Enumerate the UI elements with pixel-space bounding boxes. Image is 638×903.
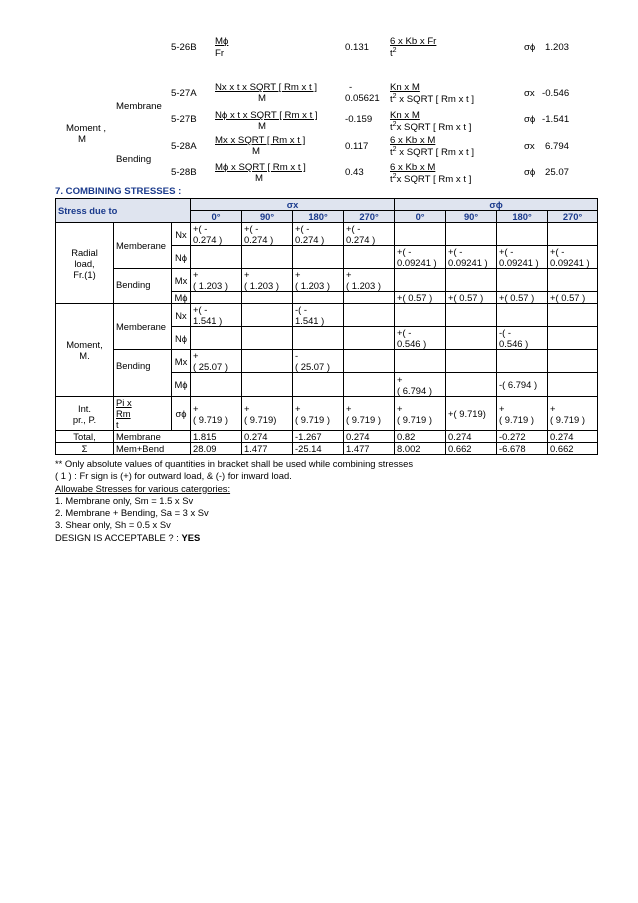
cell: +( - 0.274 ) xyxy=(293,223,344,246)
result-5-26b: 1.203 xyxy=(545,42,570,53)
cell xyxy=(191,246,242,269)
sym-5-27a: σx xyxy=(524,88,535,99)
table-row xyxy=(56,269,598,292)
value-5-28b: 0.43 xyxy=(345,167,364,178)
pi-rm-t: Pi x Rm t xyxy=(114,397,172,431)
result-5-28a: 6.794 xyxy=(545,141,570,152)
table-row xyxy=(56,223,598,246)
cell: 28.09 xyxy=(191,443,242,455)
cell: + ( 9.719 ) xyxy=(497,397,548,431)
cell: 0.274 xyxy=(344,431,395,443)
label-moment-2: M xyxy=(78,134,86,145)
cell: 0.662 xyxy=(446,443,497,455)
table-row xyxy=(56,431,598,443)
cell: -25.14 xyxy=(293,443,344,455)
formula-5-28a-num: Mx x SQRT [ Rm x t ] xyxy=(215,135,306,146)
table-row xyxy=(56,350,598,373)
group-radial-load: Radial load, Fr.(1) xyxy=(56,223,114,304)
result-5-28b: 25.07 xyxy=(545,167,570,178)
cell xyxy=(548,327,598,350)
cell: +( 0.57 ) xyxy=(395,292,446,304)
cell: + ( 1.203 ) xyxy=(242,269,293,292)
cell xyxy=(242,246,293,269)
note-allowable-title: Allowabe Stresses for various catergories: xyxy=(55,482,231,494)
group-moment: Moment, M. xyxy=(56,304,114,397)
table-row xyxy=(56,397,598,431)
cell: 0.274 xyxy=(242,431,293,443)
cell: + ( 1.203 ) xyxy=(191,269,242,292)
cell: + ( 9.719 ) xyxy=(344,397,395,431)
note-membrane-only: 1. Membrane only, Sm = 1.5 x Sv xyxy=(55,494,194,506)
formula-5-26b-den: Fr xyxy=(215,48,225,59)
cell: +( - 0.09241 ) xyxy=(395,246,446,269)
sym-5-28a: σx xyxy=(524,141,535,152)
cell xyxy=(548,350,598,373)
comp-mx: Mx xyxy=(172,350,191,373)
code-5-26b: 5-26B xyxy=(171,42,197,53)
cell: +( - 0.09241 ) xyxy=(497,246,548,269)
cell: + ( 6.794 ) xyxy=(395,373,446,397)
cell: 1.477 xyxy=(344,443,395,455)
label-moment-1: Moment , xyxy=(66,123,106,134)
header-angle: 0° xyxy=(395,211,446,223)
cell xyxy=(446,327,497,350)
header-angle: 90° xyxy=(446,211,497,223)
header-sigma-x: σx xyxy=(191,199,395,211)
notes xyxy=(55,458,413,544)
formula-5-27b-num: Nϕ x t x SQRT [ Rm x t ] xyxy=(215,110,318,121)
label-membrane: Membrane xyxy=(116,101,162,112)
cell: -( - 0.546 ) xyxy=(497,327,548,350)
formula-5-27a-den: M xyxy=(258,93,266,104)
cell: + ( 1.203 ) xyxy=(344,269,395,292)
value-5-27a-dash: - xyxy=(349,82,353,93)
formula-5-28b-den: M xyxy=(255,173,263,184)
label-bending: Bending xyxy=(116,154,152,165)
sub-memberane: Memberane xyxy=(114,223,172,269)
comp-nphi: Nϕ xyxy=(172,246,191,269)
sym-5-27b: σϕ xyxy=(524,114,536,125)
total-membend-label: Mem+Bend xyxy=(114,443,191,455)
table-row xyxy=(56,304,598,327)
cell xyxy=(344,292,395,304)
cell xyxy=(242,304,293,327)
cell: -1.267 xyxy=(293,431,344,443)
cell: 1.815 xyxy=(191,431,242,443)
cell: -0.272 xyxy=(497,431,548,443)
section-title: 7. COMBINING STRESSES : xyxy=(55,186,182,197)
cell xyxy=(242,292,293,304)
header-sigma-phi: σϕ xyxy=(395,199,598,211)
cell: +( 9.719) xyxy=(446,397,497,431)
cell: +( - 0.274 ) xyxy=(191,223,242,246)
cell xyxy=(446,373,497,397)
cell: + ( 1.203 ) xyxy=(293,269,344,292)
total-membrane-label: Membrane xyxy=(114,431,191,443)
value-5-26b: 0.131 xyxy=(345,42,370,53)
group-int-pr: Int. pr., P. xyxy=(56,397,114,431)
f2-5-26b-den: $t^2$ xyxy=(390,46,397,59)
cell: -6.678 xyxy=(497,443,548,455)
cell: 0.274 xyxy=(548,431,598,443)
sub-memberane: Memberane xyxy=(114,304,172,350)
cell: 0.274 xyxy=(446,431,497,443)
result-5-27b: -1.541 xyxy=(542,114,570,125)
comp-mx: Mx xyxy=(172,269,191,292)
formula-5-27b-den: M xyxy=(258,121,266,132)
cell: + ( 9.719) xyxy=(242,397,293,431)
code-5-28b: 5-28B xyxy=(171,167,197,178)
cell: 0.82 xyxy=(395,431,446,443)
cell: +( - 0.09241 ) xyxy=(548,246,598,269)
cell xyxy=(191,373,242,397)
comp-nx: Nx xyxy=(172,304,191,327)
result-5-27a: -0.546 xyxy=(542,88,570,99)
cell: + ( 9.719 ) xyxy=(191,397,242,431)
cell: + ( 9.719 ) xyxy=(395,397,446,431)
cell xyxy=(344,373,395,397)
note-fr-sign: ( 1 ) : Fr sign is (+) for outward load, & (-) for inward load. xyxy=(55,470,292,482)
comp-mphi: Mϕ xyxy=(172,292,191,304)
f2-5-27a-num: Kn x M xyxy=(390,82,420,93)
cell xyxy=(395,223,446,246)
cell xyxy=(242,373,293,397)
cell xyxy=(446,269,497,292)
cell: +( 0.57 ) xyxy=(446,292,497,304)
cell: -( 6.794 ) xyxy=(497,373,548,397)
value-5-28a: 0.117 xyxy=(345,141,369,152)
cell xyxy=(395,304,446,327)
header-angle: 90° xyxy=(242,211,293,223)
value-5-27b: -0.159 xyxy=(345,114,373,125)
cell xyxy=(293,246,344,269)
cell: +( 0.57 ) xyxy=(548,292,598,304)
code-5-27b: 5-27B xyxy=(171,114,197,125)
cell: +( - 0.546 ) xyxy=(395,327,446,350)
cell: + ( 25.07 ) xyxy=(191,350,242,373)
cell xyxy=(446,304,497,327)
cell xyxy=(293,327,344,350)
comp-nx: Nx xyxy=(172,223,191,246)
cell xyxy=(191,292,242,304)
f2-5-28b-num: 6 x Kb x M xyxy=(390,162,436,173)
cell xyxy=(242,327,293,350)
header-angle: 180° xyxy=(293,211,344,223)
cell: 0.662 xyxy=(548,443,598,455)
table-row xyxy=(56,443,598,455)
header-angle: 270° xyxy=(344,211,395,223)
f2-5-27b-num: Kn x M xyxy=(390,110,420,121)
f2-5-27a-den: $t^2$ x SQRT [ Rm x t ] xyxy=(390,92,475,105)
design-result: YES xyxy=(181,531,201,543)
header-angle: 0° xyxy=(191,211,242,223)
cell xyxy=(344,246,395,269)
code-5-28a: 5-28A xyxy=(171,141,197,152)
cell: +( - 0.09241 ) xyxy=(446,246,497,269)
combining-stresses-table xyxy=(55,198,598,455)
note-absolute-values: ** Only absolute values of quantities in bracket shall be used while combining stresses xyxy=(55,458,414,469)
cell xyxy=(497,223,548,246)
f2-5-26b-num: 6 x Kb x Fr xyxy=(390,36,437,47)
cell xyxy=(548,269,598,292)
cell xyxy=(344,304,395,327)
header-angle: 270° xyxy=(548,211,598,223)
cell: +( - 0.274 ) xyxy=(242,223,293,246)
cell xyxy=(293,292,344,304)
cell xyxy=(446,223,497,246)
cell xyxy=(548,223,598,246)
cell xyxy=(344,327,395,350)
f2-5-27b-den: $t^2x$ SQRT [ Rm x t ] xyxy=(390,120,472,133)
cell: 1.477 xyxy=(242,443,293,455)
header-angle: 180° xyxy=(497,211,548,223)
value-5-27a: 0.05621 xyxy=(345,93,380,104)
cell xyxy=(242,350,293,373)
cell xyxy=(548,373,598,397)
cell: +( - 1.541 ) xyxy=(191,304,242,327)
note-design-acceptable: DESIGN IS ACCEPTABLE ? : YES xyxy=(55,531,201,543)
formula-5-28a-den: M xyxy=(252,146,260,157)
sub-bending: Bending xyxy=(114,350,172,397)
comp-nphi: Nϕ xyxy=(172,327,191,350)
sigma-sum-label: Σ xyxy=(56,443,114,455)
cell xyxy=(395,350,446,373)
cell xyxy=(293,373,344,397)
cell: +( - 0.274 ) xyxy=(344,223,395,246)
sym-5-26b: σϕ xyxy=(524,42,536,53)
cell xyxy=(446,350,497,373)
cell xyxy=(548,304,598,327)
formula-5-26b-num: Mϕ xyxy=(215,36,229,47)
cell xyxy=(497,304,548,327)
cell: + ( 9.719 ) xyxy=(548,397,598,431)
sub-bending: Bending xyxy=(114,269,172,304)
cell xyxy=(497,350,548,373)
f2-5-28a-num: 6 x Kb x M xyxy=(390,135,436,146)
formula-5-28b-num: Mϕ x SQRT [ Rm x t ] xyxy=(215,162,306,173)
note-shear-only: 3. Shear only, Sh = 0.5 x Sv xyxy=(55,519,171,531)
cell xyxy=(395,269,446,292)
comp-sphi: σϕ xyxy=(172,397,191,431)
header-stress-due-to: Stress due to xyxy=(56,199,191,223)
formula-5-27a-num: Nx x t x SQRT [ Rm x t ] xyxy=(215,82,317,93)
comp-mphi: Mϕ xyxy=(172,373,191,397)
cell xyxy=(191,327,242,350)
cell: 8.002 xyxy=(395,443,446,455)
f2-5-28a-den: $t^2$ x SQRT [ Rm x t ] xyxy=(390,145,475,158)
total-label: Total, xyxy=(56,431,114,443)
cell: - ( 25.07 ) xyxy=(293,350,344,373)
sym-5-28b: σϕ xyxy=(524,167,536,178)
f2-5-28b-den: $t^2x$ SQRT [ Rm x t ] xyxy=(390,172,472,185)
cell: -( - 1.541 ) xyxy=(293,304,344,327)
cell xyxy=(497,269,548,292)
cell: +( 0.57 ) xyxy=(497,292,548,304)
note-membrane-bending: 2. Membrane + Bending, Sa = 3 x Sv xyxy=(55,507,209,519)
code-5-27a: 5-27A xyxy=(171,88,197,99)
cell: + ( 9.719 ) xyxy=(293,397,344,431)
cell xyxy=(344,350,395,373)
